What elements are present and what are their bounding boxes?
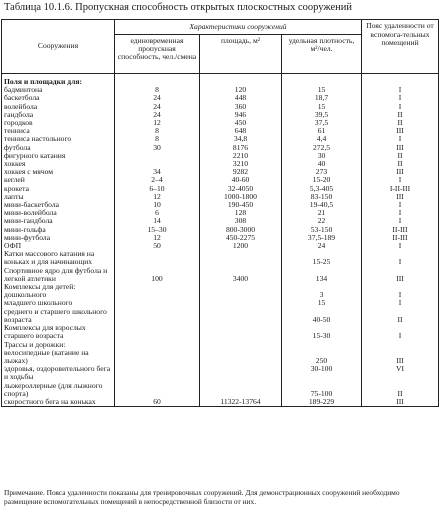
table-row [2, 201, 439, 209]
cell-facility: кеглей [2, 176, 115, 184]
cell-capacity: 2–4 [115, 176, 200, 184]
table-row [2, 217, 439, 225]
cell-zone: I [362, 250, 439, 266]
cell-capacity [115, 291, 200, 299]
cell-area: 946 [200, 111, 282, 119]
cell-facility: городков [2, 119, 115, 127]
table-title: Таблица 10.1.6. Пропускная способность открытых плоскостных сооружений [4, 2, 352, 13]
cell-capacity: 60 [115, 398, 200, 407]
cell-facility: Трассы и дорожки: [2, 341, 115, 349]
cell-area: 32-4050 [200, 185, 282, 193]
cell-zone: I-II-III [362, 185, 439, 193]
cell-facility: Комплексы для детей: [2, 283, 115, 291]
cell-facility: скоростного бега на коньках [2, 398, 115, 407]
cell-facility: мини-волейбола [2, 209, 115, 217]
cell-density: 53-150 [282, 226, 362, 234]
cell-area: 648 [200, 127, 282, 135]
cell-capacity [115, 324, 200, 340]
table-row [2, 135, 439, 143]
cell-zone: II [362, 382, 439, 398]
cell-area: 1200 [200, 242, 282, 250]
cell-zone: I [362, 94, 439, 102]
table-row [2, 111, 439, 119]
cell-facility: крокета [2, 185, 115, 193]
cell-density: 37,5-189 [282, 234, 362, 242]
header-area: площадь, м² [200, 35, 282, 74]
cell-facility: волейбола [2, 103, 115, 111]
cell-area [200, 308, 282, 324]
cell-density: 21 [282, 209, 362, 217]
cell-area [200, 299, 282, 307]
cell-area: 448 [200, 94, 282, 102]
cell-zone: II [362, 308, 439, 324]
table-row [2, 119, 439, 127]
table-row [2, 324, 439, 340]
cell-density: 22 [282, 217, 362, 225]
cell-capacity: 12 [115, 193, 200, 201]
cell-zone: I [362, 135, 439, 143]
cell-capacity: 8 [115, 135, 200, 143]
cell-density: 40-50 [282, 308, 362, 324]
table-row [2, 349, 439, 365]
cell-density: 40 [282, 160, 362, 168]
cell-density: 30 [282, 152, 362, 160]
table-row [2, 299, 439, 307]
cell-zone: I [362, 324, 439, 340]
cell-facility: мини-футбола [2, 234, 115, 242]
cell-density: 15-20 [282, 176, 362, 184]
cell-zone: I [362, 86, 439, 94]
cell-zone [362, 283, 439, 291]
table-row [2, 94, 439, 102]
cell-density: 37,5 [282, 119, 362, 127]
table-row [2, 308, 439, 324]
cell-capacity [115, 160, 200, 168]
cell-capacity [115, 283, 200, 291]
header-characteristics: Характеристики сооружений [115, 20, 362, 35]
cell-facility: здоровья, оздоровительного бега и ходьбы [2, 365, 115, 381]
cell-capacity [115, 152, 200, 160]
cell-capacity [115, 341, 200, 349]
cell-facility: ОФП [2, 242, 115, 250]
cell-facility: мини-гандбола [2, 217, 115, 225]
cell-capacity: 100 [115, 267, 200, 283]
cell-area: 8176 [200, 144, 282, 152]
cell-area: 9282 [200, 168, 282, 176]
cell-capacity: 8 [115, 86, 200, 94]
cell-area [200, 74, 282, 87]
cell-zone: I [362, 103, 439, 111]
table-row [2, 382, 439, 398]
cell-facility: лапты [2, 193, 115, 201]
cell-area: 34,8 [200, 135, 282, 143]
cell-capacity [115, 365, 200, 381]
cell-zone: III [362, 267, 439, 283]
cell-zone: II-III [362, 234, 439, 242]
cell-facility: хоккея [2, 160, 115, 168]
cell-density: 5,3-405 [282, 185, 362, 193]
table-row [2, 176, 439, 184]
cell-capacity [115, 74, 200, 87]
cell-capacity: 34 [115, 168, 200, 176]
header-zone: Пояс удаленности от вспомога-тельных помещений [362, 20, 439, 74]
cell-zone: III [362, 349, 439, 365]
cell-density: 75-100 [282, 382, 362, 398]
cell-density: 15 [282, 103, 362, 111]
cell-density: 15 [282, 299, 362, 307]
cell-density: 15-30 [282, 324, 362, 340]
cell-area [200, 349, 282, 365]
cell-density: 15-25 [282, 250, 362, 266]
cell-capacity [115, 349, 200, 365]
cell-zone: II [362, 111, 439, 119]
cell-capacity: 8 [115, 127, 200, 135]
cell-density: 250 [282, 349, 362, 365]
cell-area: 450-2275 [200, 234, 282, 242]
cell-density: 134 [282, 267, 362, 283]
cell-density: 272,5 [282, 144, 362, 152]
cell-capacity: 30 [115, 144, 200, 152]
table-row [2, 234, 439, 242]
table-row [2, 144, 439, 152]
table-row [2, 267, 439, 283]
cell-capacity [115, 299, 200, 307]
cell-zone: III [362, 144, 439, 152]
table-row [2, 193, 439, 201]
header-capacity: единовременная пропускная способность, чел./смена [115, 35, 200, 74]
cell-facility: баскетбола [2, 94, 115, 102]
table-row [2, 168, 439, 176]
table-row [2, 365, 439, 381]
table-row [2, 74, 439, 87]
cell-capacity: 14 [115, 217, 200, 225]
cell-density: 18,7 [282, 94, 362, 102]
cell-capacity: 6 [115, 209, 200, 217]
cell-capacity: 24 [115, 111, 200, 119]
cell-area: 190-450 [200, 201, 282, 209]
cell-zone: I [362, 242, 439, 250]
cell-facility: Поля и площадки для: [2, 74, 115, 87]
cell-area: 128 [200, 209, 282, 217]
cell-capacity: 12 [115, 119, 200, 127]
cell-area [200, 291, 282, 299]
cell-density: 19-40,5 [282, 201, 362, 209]
cell-density: 61 [282, 127, 362, 135]
cell-density: 189-229 [282, 398, 362, 407]
table-note: Примечание. Пояса удаленности показаны для тренировочных сооружений. Для демонстрационных сооружений необходимо размещение вспомогательных помещений в непосредственной близости от них. [4, 488, 400, 506]
cell-zone: I [362, 201, 439, 209]
cell-zone: II [362, 152, 439, 160]
cell-facility: лыжероллерные (для лыжного спорта) [2, 382, 115, 398]
cell-area [200, 382, 282, 398]
cell-capacity: 50 [115, 242, 200, 250]
table-row [2, 160, 439, 168]
cell-area: 450 [200, 119, 282, 127]
cell-facility: тенниса настольного [2, 135, 115, 143]
cell-area [200, 250, 282, 266]
cell-zone: III [362, 398, 439, 407]
cell-density: 30-100 [282, 365, 362, 381]
cell-density: 15 [282, 86, 362, 94]
cell-zone: II-III [362, 226, 439, 234]
cell-zone: I [362, 176, 439, 184]
cell-facility: бадминтона [2, 86, 115, 94]
cell-density [282, 74, 362, 87]
cell-facility: мини-баскетбола [2, 201, 115, 209]
table-body [2, 74, 439, 407]
cell-zone: III [362, 168, 439, 176]
table-row [2, 127, 439, 135]
cell-density [282, 283, 362, 291]
cell-zone: II [362, 119, 439, 127]
table-row [2, 341, 439, 349]
cell-facility: младшего школьного [2, 299, 115, 307]
cell-area: 800-3000 [200, 226, 282, 234]
cell-zone: III [362, 127, 439, 135]
cell-capacity [115, 308, 200, 324]
cell-capacity: 24 [115, 103, 200, 111]
table-row [2, 398, 439, 407]
cell-area [200, 365, 282, 381]
cell-facility: Спортивное ядро для футбола и легкой атлетики [2, 267, 115, 283]
header-density: удельная плотность, м²/чел. [282, 35, 362, 74]
cell-facility: гандбола [2, 111, 115, 119]
cell-area: 308 [200, 217, 282, 225]
cell-zone [362, 341, 439, 349]
cell-zone: III [362, 193, 439, 201]
table-row [2, 250, 439, 266]
table-row [2, 103, 439, 111]
cell-capacity: 6–10 [115, 185, 200, 193]
cell-density: 39,5 [282, 111, 362, 119]
cell-density: 83-150 [282, 193, 362, 201]
cell-facility: велосипедные (катание на лыжах) [2, 349, 115, 365]
cell-area: 1000-1800 [200, 193, 282, 201]
table-row [2, 185, 439, 193]
table-row [2, 242, 439, 250]
header-facility: Сооружения [2, 20, 115, 74]
cell-zone: I [362, 217, 439, 225]
table-row [2, 283, 439, 291]
cell-facility: фигурного катания [2, 152, 115, 160]
cell-zone: VI [362, 365, 439, 381]
cell-facility: среднего и старшего школьного возраста [2, 308, 115, 324]
cell-area: 40-60 [200, 176, 282, 184]
cell-zone [362, 74, 439, 87]
cell-area: 360 [200, 103, 282, 111]
cell-facility: Катки массового катания на коньках и для начинающих [2, 250, 115, 266]
cell-area [200, 283, 282, 291]
cell-zone: I [362, 291, 439, 299]
cell-facility: дошкольного [2, 291, 115, 299]
table-row [2, 86, 439, 94]
cell-zone: I [362, 299, 439, 307]
cell-area [200, 324, 282, 340]
cell-area: 120 [200, 86, 282, 94]
cell-capacity: 24 [115, 94, 200, 102]
table-row [2, 226, 439, 234]
cell-density: 4,4 [282, 135, 362, 143]
cell-area [200, 341, 282, 349]
cell-facility: хоккея с мячом [2, 168, 115, 176]
cell-zone: I [362, 209, 439, 217]
cell-area: 11322-13764 [200, 398, 282, 407]
cell-density: 24 [282, 242, 362, 250]
cell-capacity [115, 250, 200, 266]
cell-density: 3 [282, 291, 362, 299]
cell-density [282, 341, 362, 349]
cell-capacity: 15–30 [115, 226, 200, 234]
cell-capacity: 12 [115, 234, 200, 242]
cell-facility: мини-гольфа [2, 226, 115, 234]
cell-area: 3210 [200, 160, 282, 168]
table-row [2, 152, 439, 160]
cell-capacity: 10 [115, 201, 200, 209]
cell-area: 2210 [200, 152, 282, 160]
cell-density: 273 [282, 168, 362, 176]
cell-facility: тенниса [2, 127, 115, 135]
cell-area: 3400 [200, 267, 282, 283]
cell-zone: II [362, 160, 439, 168]
table-row [2, 291, 439, 299]
cell-capacity [115, 382, 200, 398]
capacity-table [1, 19, 439, 407]
cell-facility: футбола [2, 144, 115, 152]
table-row [2, 209, 439, 217]
cell-facility: Комплексы для взрослых старшего возраста [2, 324, 115, 340]
